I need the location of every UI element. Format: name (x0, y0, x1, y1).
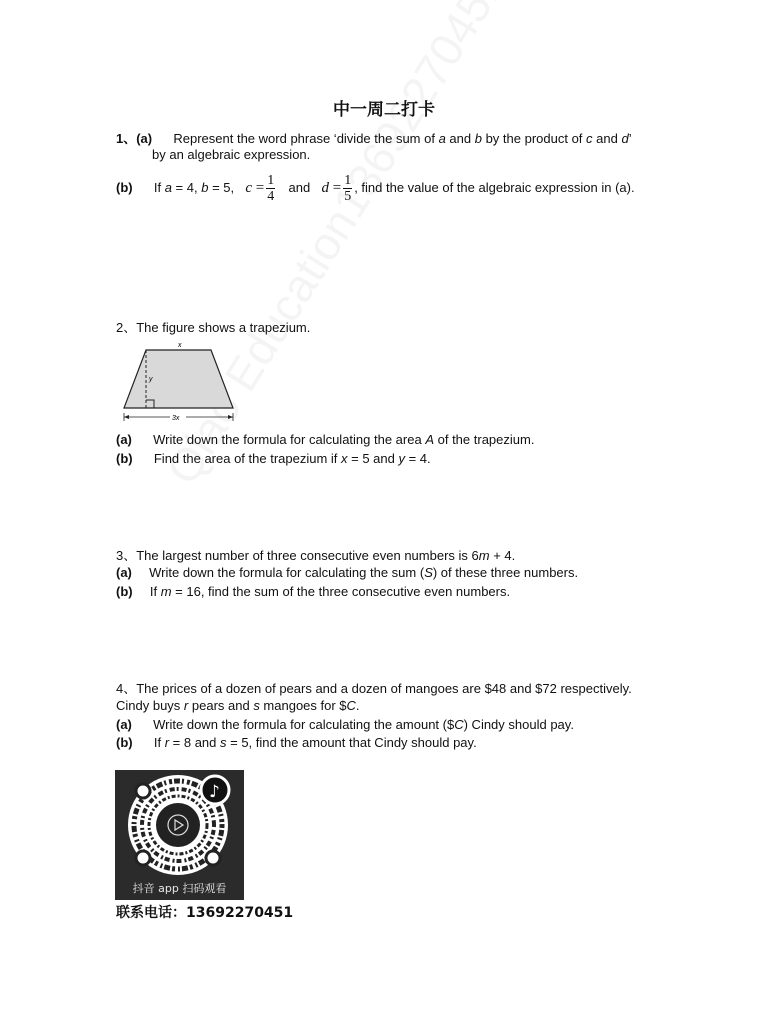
q4-intro: 4、The prices of a dozen of pears and a dozen of mangoes are $48 and $72 respectively. (116, 681, 632, 696)
q2b-line: (b) Find the area of the trapezium if x = 5 and y = 4. (116, 451, 431, 466)
q1-line1: 1、(a) Represent the word phrase ‘divide the sum of a and b by the product of c and d’ (116, 131, 632, 146)
qr-caption: 抖音 app 扫码观看 (132, 882, 227, 895)
q4-line2: Cindy buys r pears and s mangoes for $C. (116, 698, 360, 713)
q3a-line: (a) Write down the formula for calculating the sum (S) of these three numbers. (116, 565, 579, 580)
fraction-c: $\frac{1}{4}$ (267, 173, 275, 204)
contact-phone: 13692270451 (186, 905, 294, 921)
q2a-line: (a) Write down the formula for calculating the area A of the trapezium. (116, 432, 535, 447)
q4a-line: (a) Write down the formula for calculating the amount ($C) Cindy should pay. (116, 717, 574, 732)
qr-finder-top-left (136, 784, 150, 798)
label-x: x (178, 342, 182, 349)
trapezium-shape (124, 350, 233, 408)
tiktok-note-glyph: ♪ (209, 782, 220, 802)
contact-label: 联系电话： (116, 905, 186, 921)
q1b-label: (b) (116, 179, 133, 195)
q4b-line: (b) If r = 8 and s = 5, find the amount that Cindy should pay. (116, 735, 477, 750)
label-3x: 3x (172, 415, 180, 422)
qr-finder-bottom-left (136, 851, 150, 865)
q3b-line: (b) If m = 16, find the sum of the three consecutive even numbers. (116, 584, 511, 599)
q1-number: 1、(a) (116, 131, 153, 146)
label-y: y (149, 376, 153, 383)
page-title: 中一周二打卡 (333, 100, 435, 120)
q1-line2: by an algebraic expression. (152, 147, 311, 162)
douyin-qr-code[interactable] (115, 770, 244, 900)
q3-intro: 3、The largest number of three consecutive even numbers is 6m + 4. (116, 548, 516, 563)
q2-intro: 2、The figure shows a trapezium. (116, 320, 311, 335)
qr-finder-bottom-right (206, 851, 220, 865)
trapezium-figure (118, 338, 243, 424)
contact-line (116, 902, 293, 922)
qr-graphic (115, 770, 244, 882)
fraction-d: $\frac{1}{5}$ (344, 173, 352, 204)
q1b-line: (b) If a = 4, b = 5, c = $\frac{1}{4}$ and d = $\frac{1}{5}$ , find the value of the algebraic expression in (a). (116, 173, 635, 204)
